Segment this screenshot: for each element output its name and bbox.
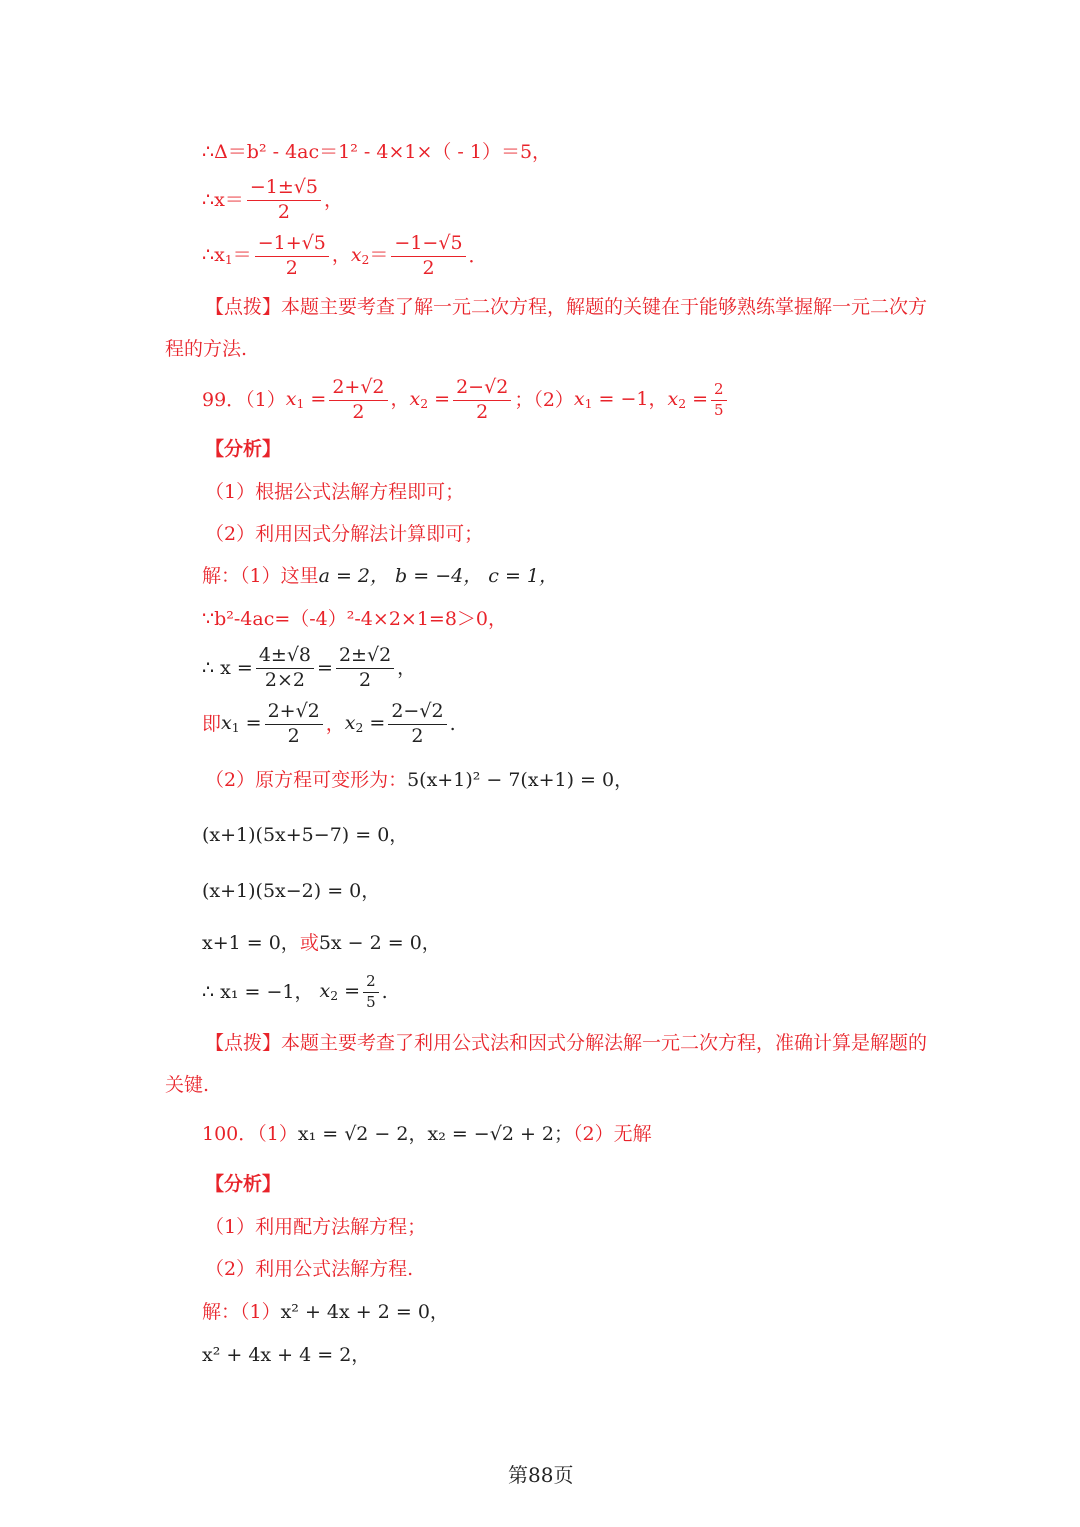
fraction-denominator: 2	[352, 400, 365, 423]
part2-answer: （2）无解	[573, 1123, 652, 1145]
fraction	[247, 178, 321, 223]
therefore-x: ∴x＝	[202, 188, 244, 211]
comma: ，	[323, 188, 343, 211]
delta-line: ∴Δ＝b² - 4ac＝1² - 4×1×（ - 1）＝5，	[202, 141, 552, 163]
fraction-numerator: 2±√2	[336, 646, 394, 669]
x2-label: ，$x_2$ =	[390, 388, 451, 412]
x1-root: ∴ x₁ = −1，	[202, 980, 314, 1003]
analysis-100-step-1: （1）利用配方法解方程；	[205, 1216, 427, 1238]
fraction-numerator: 2−√2	[388, 702, 446, 725]
analysis-heading-2: 【分析】	[205, 1173, 282, 1195]
comma: ，	[397, 656, 417, 679]
coefficients: a = 2， b = −4， c = 1，	[318, 565, 558, 587]
fraction-numerator: 2−√2	[453, 378, 511, 401]
solution-100-line	[202, 1303, 449, 1322]
analysis-heading: 【分析】	[205, 438, 282, 460]
x1-label: $x_1$ =	[285, 388, 327, 412]
fraction-numerator: −1±√5	[247, 178, 321, 201]
fraction-numerator: −1+√5	[255, 234, 329, 257]
question-number: 99．（1）	[202, 388, 286, 411]
fraction	[255, 234, 329, 279]
tip-line-2: 【点拨】本题主要考查了利用公式法和因式分解法解一元二次方程，准确计算是解题的	[205, 1032, 928, 1054]
namely-label: 即	[202, 712, 222, 735]
fraction-numerator: 2+√2	[329, 378, 387, 401]
x1-label: $x_1$ =	[221, 712, 262, 736]
analysis-step-2: （2）利用因式分解法计算即可；	[205, 523, 484, 545]
fraction-numerator: 2	[363, 974, 379, 993]
fraction-denominator: 2×2	[264, 668, 305, 691]
x2-label: $x_2$ =	[344, 712, 386, 736]
fraction	[336, 646, 394, 691]
fraction-numerator: −1−√5	[391, 234, 465, 257]
part1-roots: x₁ = √2 − 2，x₂ = −√2 + 2；	[297, 1123, 574, 1145]
fraction	[329, 378, 387, 423]
equation-part: x+1 = 0，	[202, 932, 300, 954]
part2-label: （2）原方程可变形为：	[205, 769, 408, 791]
solution-label: 解：（1）这里	[202, 565, 319, 587]
question-99-answer	[202, 378, 730, 423]
question-100-answer	[202, 1125, 652, 1144]
tip-line-1: 【点拨】本题主要考查了解一元二次方程，解题的关键在于能够熟练掌握解一元二次方	[205, 296, 928, 318]
fraction	[265, 702, 323, 747]
fraction-denominator: 2	[359, 668, 372, 691]
fraction	[453, 378, 511, 423]
equation: x² + 4x + 2 = 0，	[280, 1301, 449, 1323]
fraction-denominator: 2	[422, 256, 435, 279]
equation-part: 5x − 2 = 0，	[318, 932, 441, 954]
fraction-denominator: 2	[287, 724, 300, 747]
roots-line	[202, 234, 488, 279]
fraction	[711, 382, 727, 419]
equation: 5(x+1)² − 7(x+1) = 0，	[407, 769, 634, 791]
factor-step-1: (x+1)(5x+5−7) = 0，	[202, 824, 409, 846]
roots-99-part2-line	[202, 974, 388, 1011]
roots-99-line	[202, 702, 456, 747]
period: .	[381, 980, 388, 1003]
fraction	[256, 646, 314, 691]
fraction-denominator: 5	[366, 992, 376, 1011]
x-formula-line	[202, 178, 343, 223]
fraction-denominator: 5	[714, 400, 724, 419]
solution-label: 解：（1）	[202, 1301, 281, 1323]
or-label: 或	[299, 932, 319, 954]
analysis-100-step-2: （2）利用公式法解方程.	[205, 1258, 414, 1280]
formula-x-line	[202, 646, 416, 691]
fraction	[391, 234, 465, 279]
part2-transform-line	[205, 771, 633, 790]
tip-line-1-cont: 程的方法.	[165, 338, 248, 360]
part2-roots: $x_1 = -1$，$x_2$ =	[573, 388, 709, 412]
therefore-x: ∴ x =	[202, 656, 253, 679]
tip-line-2-cont: 关键.	[165, 1074, 210, 1096]
part-2-label: ；（2）	[514, 388, 574, 411]
question-number: 100．（1）	[202, 1123, 298, 1145]
fraction-denominator: 2	[285, 256, 298, 279]
fraction-denominator: 2	[476, 400, 489, 423]
fraction-denominator: 2	[411, 724, 424, 747]
therefore-x1-label: $\therefore x_1=$	[202, 244, 252, 268]
discriminant-line: ∵b²-4ac=（-4）²-4×2×1=8＞0，	[202, 608, 508, 630]
fraction-denominator: 2	[277, 200, 290, 223]
fraction-numerator: 2	[711, 382, 727, 401]
factor-split-line	[202, 934, 441, 953]
analysis-step-1: （1）根据公式法解方程即可；	[205, 481, 465, 503]
fraction	[388, 702, 446, 747]
equals: =	[317, 656, 333, 679]
x2-label: ，$x_2=$	[331, 244, 389, 268]
fraction-numerator: 4±√8	[256, 646, 314, 669]
x2-label: $x_2$ =	[319, 980, 361, 1004]
fraction	[363, 974, 379, 1011]
period: ．	[468, 244, 488, 267]
complete-square-line: x² + 4x + 4 = 2，	[202, 1344, 371, 1366]
page-number: 第88页	[508, 1463, 574, 1487]
factor-step-2: (x+1)(5x−2) = 0，	[202, 880, 381, 902]
fraction-numerator: 2+√2	[265, 702, 323, 725]
period: .	[449, 712, 456, 735]
comma: ，	[325, 712, 345, 735]
solution-line	[202, 567, 558, 586]
